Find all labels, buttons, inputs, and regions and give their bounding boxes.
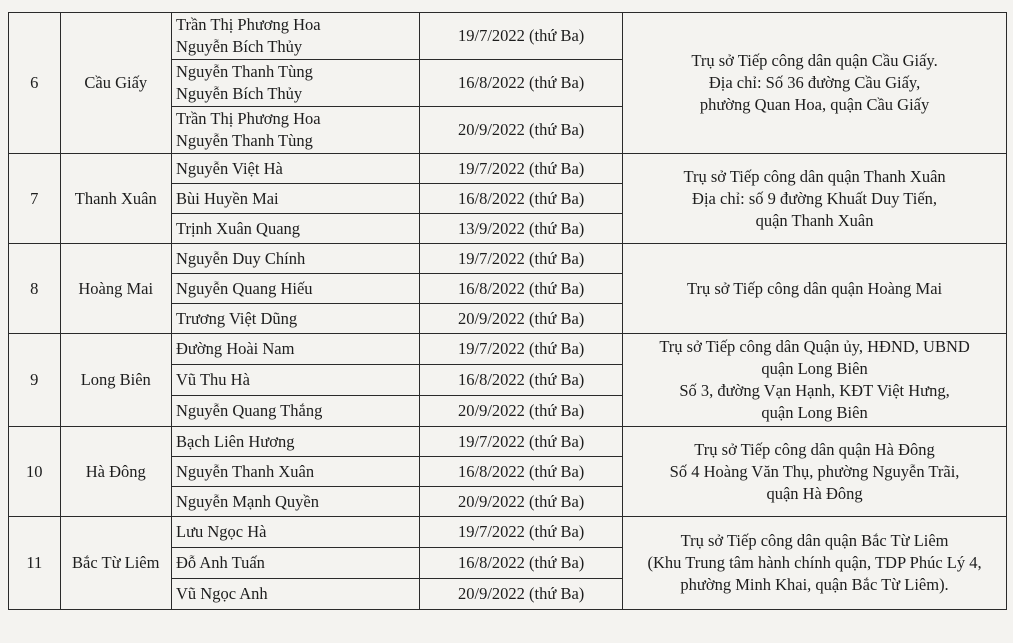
stt-cell: 6 [9,13,61,154]
table-row [9,517,1007,548]
official-name: Nguyễn Duy Chính [175,248,306,268]
table-row [9,334,1007,365]
reception-address-cell [623,427,1007,517]
official-name: Nguyễn Quang Hiếu [175,278,313,298]
district-cell: Cầu Giấy [60,13,171,154]
address-line: quận Hà Đông [766,483,863,503]
officials-cell [171,184,419,214]
address-line: Trụ sở Tiếp công dân quận Thanh Xuân [683,166,946,186]
officials-cell [171,274,419,304]
officials-cell [171,334,419,365]
official-name: Bùi Huyền Mai [175,188,279,208]
table-row [9,154,1007,184]
address-line: Địa chỉ: số 9 đường Khuất Duy Tiến, [692,188,938,208]
address-line: phường Minh Khai, quận Bắc Từ Liêm). [680,575,949,594]
officials-cell [171,304,419,334]
citizen-reception-schedule-table [8,12,1007,610]
address-line: (Khu Trung tâm hành chính quận, TDP Phúc Lý 4, [647,553,982,572]
official-name: Trương Việt Dũng [175,308,298,328]
officials-cell [171,548,419,579]
address-line: Trụ sở Tiếp công dân Quận ủy, HĐND, UBND [659,337,970,356]
officials-cell [171,214,419,244]
official-name: Nguyễn Thanh Tùng [175,131,313,150]
officials-cell [171,60,419,107]
official-name: Nguyễn Mạnh Quyền [175,491,319,511]
address-line: quận Long Biên [761,403,868,422]
stt-cell: 10 [9,427,61,517]
table-row [9,427,1007,457]
address-line: Số 4 Hoàng Văn Thụ, phường Nguyễn Trãi, [669,461,960,481]
stt-cell: 8 [9,244,61,334]
reception-date-cell: 20/9/2022 (thứ Ba) [420,107,623,154]
official-name: Bạch Liên Hương [175,431,295,451]
officials-cell [171,427,419,457]
reception-date-cell: 20/9/2022 (thứ Ba) [420,487,623,517]
table-row [9,13,1007,60]
district-cell: Hà Đông [60,427,171,517]
address-line: Địa chỉ: Số 36 đường Cầu Giấy, [708,73,921,92]
address-line: quận Thanh Xuân [755,210,874,230]
table-row [9,244,1007,274]
reception-date-cell: 19/7/2022 (thứ Ba) [420,13,623,60]
district-cell: Bắc Từ Liêm [60,517,171,610]
reception-address-cell [623,13,1007,154]
reception-address-cell [623,334,1007,427]
reception-date-cell: 16/8/2022 (thứ Ba) [420,548,623,579]
reception-date-cell: 16/8/2022 (thứ Ba) [420,457,623,487]
officials-cell [171,517,419,548]
address-line: quận Long Biên [761,359,868,378]
official-name: Đỗ Anh Tuấn [175,553,265,572]
reception-date-cell: 19/7/2022 (thứ Ba) [420,244,623,274]
district-cell: Hoàng Mai [60,244,171,334]
reception-date-cell: 16/8/2022 (thứ Ba) [420,60,623,107]
officials-cell [171,13,419,60]
officials-cell [171,244,419,274]
officials-cell [171,579,419,610]
district-cell: Thanh Xuân [60,154,171,244]
officials-cell [171,107,419,154]
official-name: Vũ Ngọc Anh [175,584,268,603]
official-name: Nguyễn Quang Thắng [175,401,323,420]
reception-date-cell: 19/7/2022 (thứ Ba) [420,334,623,365]
reception-address-cell [623,244,1007,334]
address-line: Trụ sở Tiếp công dân quận Hà Đông [694,439,935,459]
stt-cell: 11 [9,517,61,610]
official-name: Lưu Ngọc Hà [175,522,267,541]
official-name: Trần Thị Phương Hoa [175,15,321,34]
address-line: phường Quan Hoa, quận Cầu Giấy [699,95,930,114]
address-line: Số 3, đường Vạn Hạnh, KĐT Việt Hưng, [679,381,950,400]
reception-date-cell: 19/7/2022 (thứ Ba) [420,427,623,457]
reception-date-cell: 19/7/2022 (thứ Ba) [420,154,623,184]
district-cell: Long Biên [60,334,171,427]
reception-date-cell: 19/7/2022 (thứ Ba) [420,517,623,548]
reception-date-cell: 20/9/2022 (thứ Ba) [420,304,623,334]
official-name: Nguyễn Bích Thủy [175,37,303,56]
officials-cell [171,396,419,427]
official-name: Vũ Thu Hà [175,370,250,389]
reception-date-cell: 16/8/2022 (thứ Ba) [420,365,623,396]
official-name: Nguyễn Thanh Xuân [175,461,315,481]
official-name: Nguyễn Việt Hà [175,158,283,178]
officials-cell [171,487,419,517]
reception-date-cell: 16/8/2022 (thứ Ba) [420,274,623,304]
official-name: Đường Hoài Nam [175,339,295,358]
officials-cell [171,154,419,184]
reception-address-cell [623,154,1007,244]
address-line: Trụ sở Tiếp công dân quận Bắc Từ Liêm [680,531,949,550]
stt-cell: 7 [9,154,61,244]
reception-date-cell: 20/9/2022 (thứ Ba) [420,579,623,610]
officials-cell [171,457,419,487]
official-name: Nguyễn Thanh Tùng [175,62,313,81]
official-name: Trần Thị Phương Hoa [175,109,321,128]
address-line: Trụ sở Tiếp công dân quận Cầu Giấy. [691,51,938,70]
reception-date-cell: 16/8/2022 (thứ Ba) [420,184,623,214]
address-line: Trụ sở Tiếp công dân quận Hoàng Mai [686,278,943,298]
official-name: Nguyễn Bích Thủy [175,84,303,103]
reception-address-cell [623,517,1007,610]
stt-cell: 9 [9,334,61,427]
reception-date-cell: 13/9/2022 (thứ Ba) [420,214,623,244]
official-name: Trịnh Xuân Quang [175,218,301,238]
reception-date-cell: 20/9/2022 (thứ Ba) [420,396,623,427]
officials-cell [171,365,419,396]
table-body [9,13,1007,610]
